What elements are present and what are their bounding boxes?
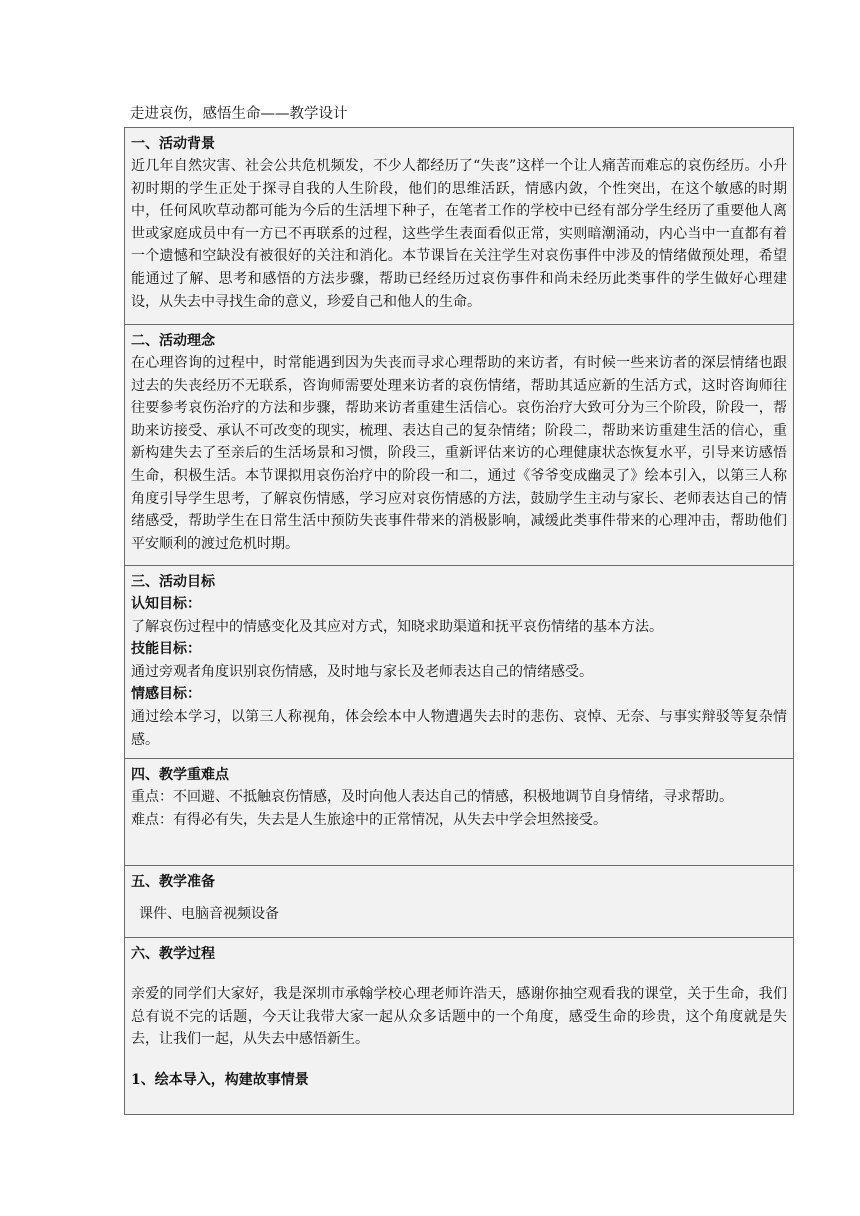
section-process	[125, 938, 793, 1114]
section-heading: 六、教学过程	[131, 946, 215, 962]
process-step-heading: 1、绘本导入，构建故事情景	[131, 1071, 309, 1088]
section-text: 在心理咨询的过程中，时常能遇到因为失丧而寻求心理帮助的来访者，有时候一些来访者的深层情绪也跟过去的失丧经历不无联系，咨询师需要处理来访者的哀伤情绪，帮助其适应新的生活方式，这时咨询师往往要参考哀伤治疗的方法和步骤，帮助来访者重建生活信心。哀伤治疗大致可分为三个阶段，阶段一，帮助来访接受、承认不可改变的现实，梳理、表达自己的复杂情绪；阶段二，帮助来访重建生活的信心，重新构建失去了至亲后的生活场景和习惯，阶段三，重新评估来访的心理健康状态恢复水平，引导来访感悟生命，积极生活。本节课拟用哀伤治疗中的阶段一和二，通过《爷爷变成幽灵了》绘本引入，以第三人称角度引导学生思考，了解哀伤情感，学习应对哀伤情感的方法，鼓励学生主动与家长、老师表达自己的情绪感受，帮助学生在日常生活中预防失丧事件带来的消极影响，减缓此类事件带来的心理冲击，帮助他们平安顺利的渡过危机时期。	[131, 355, 787, 552]
section-heading: 二、活动理念	[131, 333, 215, 349]
emotion-goal-label: 情感目标：	[131, 686, 201, 703]
skill-goal-label: 技能目标：	[131, 641, 201, 658]
section-preparation	[125, 866, 793, 938]
process-intro-text: 亲爱的同学们大家好，我是深圳市承翰学校心理老师许浩天，感谢你抽空观看我的课堂，关于生命，我们总有说不完的话题，今天让我带大家一起从众多话题中的一个角度，感受生命的珍贵，这个角度就是失去，让我们一起，从失去中感悟新生。	[131, 986, 787, 1048]
cognitive-goal-label: 认知目标：	[131, 596, 201, 612]
preparation-text: 课件、电脑音视频设备	[139, 906, 279, 922]
section-text: 近几年自然灾害、社会公共危机频发，不少人都经历了“失丧”这样一个让人痛苦而难忘的哀伤经历。小升初时期的学生正处于探寻自我的人生阶段，他们的思维活跃，情感内敛，个性突出，在这个敏感的时期中，任何风吹草动都可能为今后的生活埋下种子，在笔者工作的学校中已经有部分学生经历了重要他人离世或家庭成员中有一方已不再联系的过程，这些学生表面看似正常，实则暗潮涌动，内心当中一直都有着一个遗憾和空缺没有被很好的关注和消化。本节课旨在关注学生对哀伤事件中涉及的情绪做预处理，希望能通过了解、思考和感悟的方法步骤，帮助已经经历过哀伤事件和尚未经历此类事件的学生做好心理建设，从失去中寻找生命的意义，珍爱自己和他人的生命。	[131, 158, 787, 310]
lesson-plan-table	[124, 127, 794, 1115]
document-title: 走进哀伤，感悟生命——教学设计	[130, 106, 348, 122]
difficult-point-text: 难点：有得必有失，失去是人生旅途中的正常情况，从失去中学会坦然接受。	[131, 811, 607, 828]
section-key-points	[125, 759, 793, 866]
section-concept	[125, 325, 793, 566]
emotion-goal-text: 通过绘本学习，以第三人称视角，体会绘本中人物遭遇失去时的悲伤、哀悼、无奈、与事实辩驳等复杂情感。	[131, 708, 787, 748]
section-heading: 一、活动背景	[131, 136, 215, 152]
section-background	[125, 128, 793, 325]
section-heading: 四、教学重难点	[131, 767, 229, 783]
skill-goal-text: 通过旁观者角度识别哀伤情感，及时地与家长及老师表达自己的情绪感受。	[131, 663, 593, 680]
section-goals	[125, 566, 793, 759]
section-heading: 五、教学准备	[131, 874, 215, 890]
key-point-text: 重点：不回避、不抵触哀伤情感，及时向他人表达自己的情感，积极地调节自身情绪，寻求帮助。	[131, 789, 733, 805]
section-heading: 三、活动目标	[131, 574, 215, 590]
cognitive-goal-text: 了解哀伤过程中的情感变化及其应对方式，知晓求助渠道和抚平哀伤情绪的基本方法。	[131, 618, 663, 635]
